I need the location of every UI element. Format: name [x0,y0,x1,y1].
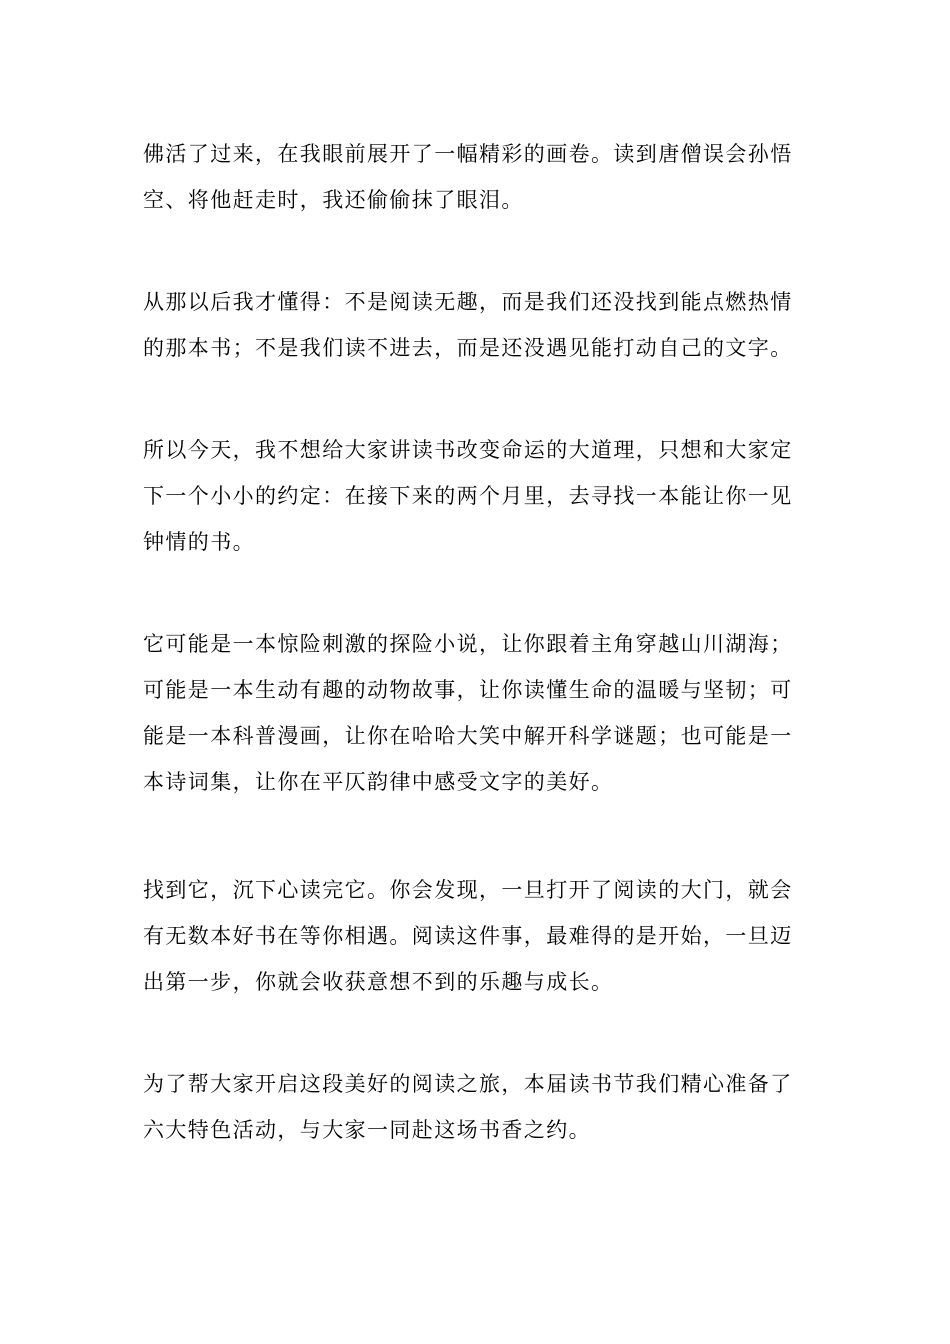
paragraph [143,279,813,371]
paragraph [143,1061,813,1153]
text-line: 它可能是一本惊险刺激的探险小说，让你跟着主角穿越山川湖海； [143,632,793,656]
text-line: 钟情的书。 [143,530,255,554]
text-line: 下一个小小的约定：在接下来的两个月里，去寻找一本能让你一见 [143,484,793,508]
text-line: 从那以后我才懂得：不是阅读无趣，而是我们还没找到能点燃热情 [143,290,793,314]
text-line: 找到它，沉下心读完它。你会发现，一旦打开了阅读的大门，就会 [143,878,793,902]
text-line: 本诗词集，让你在平仄韵律中感受文字的美好。 [143,770,614,794]
text-line: 为了帮大家开启这段美好的阅读之旅，本届读书节我们精心准备了 [143,1072,793,1096]
paragraph [143,621,813,805]
text-line: 所以今天，我不想给大家讲读书改变命运的大道理，只想和大家定 [143,438,793,462]
text-line: 有无数本好书在等你相遇。阅读这件事，最难得的是开始，一旦迈 [143,924,793,948]
text-line: 可能是一本生动有趣的动物故事，让你读懂生命的温暖与坚韧；可 [143,678,793,702]
text-line: 能是一本科普漫画，让你在哈哈大笑中解开科学谜题；也可能是一 [143,724,793,748]
text-line: 空、将他赶走时，我还偷偷抹了眼泪。 [143,188,524,212]
paragraph [143,131,813,223]
text-line: 的那本书；不是我们读不进去，而是还没遇见能打动自己的文字。 [143,336,793,360]
text-line: 佛活了过来，在我眼前展开了一幅精彩的画卷。读到唐僧误会孙悟 [143,142,793,166]
paragraph [143,427,813,565]
text-line: 出第一步，你就会收获意想不到的乐趣与成长。 [143,970,614,994]
paragraph [143,867,813,1005]
text-line: 六大特色活动，与大家一同赴这场书香之约。 [143,1118,591,1142]
